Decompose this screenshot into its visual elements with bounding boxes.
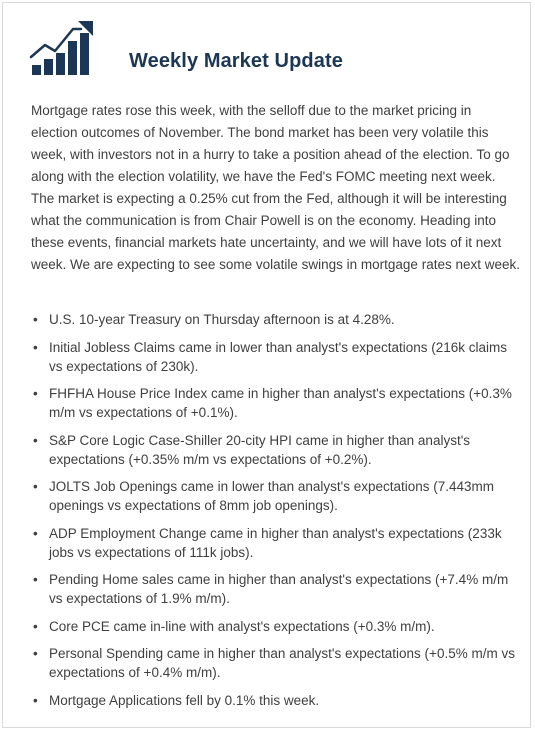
list-item-text: Core PCE came in-line with analyst's expectations (+0.3% m/m). — [49, 618, 435, 634]
list-item — [31, 431, 521, 469]
bullet-dot: • — [33, 525, 38, 541]
market-bullet-list — [31, 310, 521, 718]
bullet-dot: • — [33, 312, 38, 327]
list-item-text: U.S. 10-year Treasury on Thursday afternoon is at 4.28%. — [49, 312, 395, 327]
list-item-text: Pending Home sales came in higher than analyst's expectations (+7.4% m/m vs expectations of 1.9% m/m). — [49, 572, 509, 606]
list-item-text: Personal Spending came in higher than analyst's expectations (+0.5% m/m vs expectations of +0.4% m/m). — [49, 646, 515, 680]
list-item — [31, 644, 521, 682]
list-item — [31, 477, 521, 515]
list-item-text: ADP Employment Change came in higher than analyst's expectations (233k jobs vs expectations of 111k jobs). — [49, 525, 502, 560]
list-item — [31, 310, 521, 329]
list-item-text: FHFHA House Price Index came in higher than analyst's expectations (+0.3% m/m vs expectations of +0.1%). — [49, 386, 512, 420]
rising-chart-bars-icon — [29, 19, 95, 75]
list-item-text: JOLTS Job Openings came in lower than analyst's expectations (7.443mm openings vs expectations of 8mm job openings). — [49, 479, 495, 513]
list-item — [31, 384, 521, 422]
list-item-text: Mortgage Applications fell by 0.1% this week. — [49, 692, 320, 708]
bullet-dot: • — [33, 572, 38, 587]
intro-paragraph: Mortgage rates rose this week, with the selloff due to the market pricing in election outcomes of November. The bond market has been very volatile this week, with investors not in a hurry to take a position ahead of the election. To go along with the election volatility, we have the Fed's FOMC meeting next week. The market is expecting a 0.25% cut from the Fed, although it will be interesting what the communication is from Chair Powell is on the economy. Heading into these events, financial markets hate uncertainty, and we will have lots of it next week. We are expecting to see some volatile swings in mortgage rates next week. — [31, 103, 520, 272]
bullet-dot: • — [33, 618, 38, 634]
list-item — [31, 617, 521, 636]
list-item-text: S&P Core Logic Case-Shiller 20-city HPI came in higher than analyst's expectations (+0.35% m/m vs expectations of +0.2%). — [49, 432, 471, 467]
bullet-dot: • — [33, 479, 38, 494]
list-item — [31, 570, 521, 608]
list-item — [31, 338, 521, 376]
page-title: Weekly Market Update — [129, 50, 343, 72]
list-item — [31, 691, 521, 710]
bullet-dot: • — [33, 386, 38, 401]
bullet-dot: • — [33, 646, 38, 661]
list-item-text: Initial Jobless Claims came in lower than analyst's expectations (216k claims vs expectations of 230k). — [49, 339, 508, 374]
bullet-dot: • — [33, 692, 38, 708]
market-update-card — [2, 2, 531, 728]
bullet-dot: • — [33, 339, 38, 355]
bullet-dot: • — [33, 432, 38, 448]
list-item — [31, 524, 521, 562]
